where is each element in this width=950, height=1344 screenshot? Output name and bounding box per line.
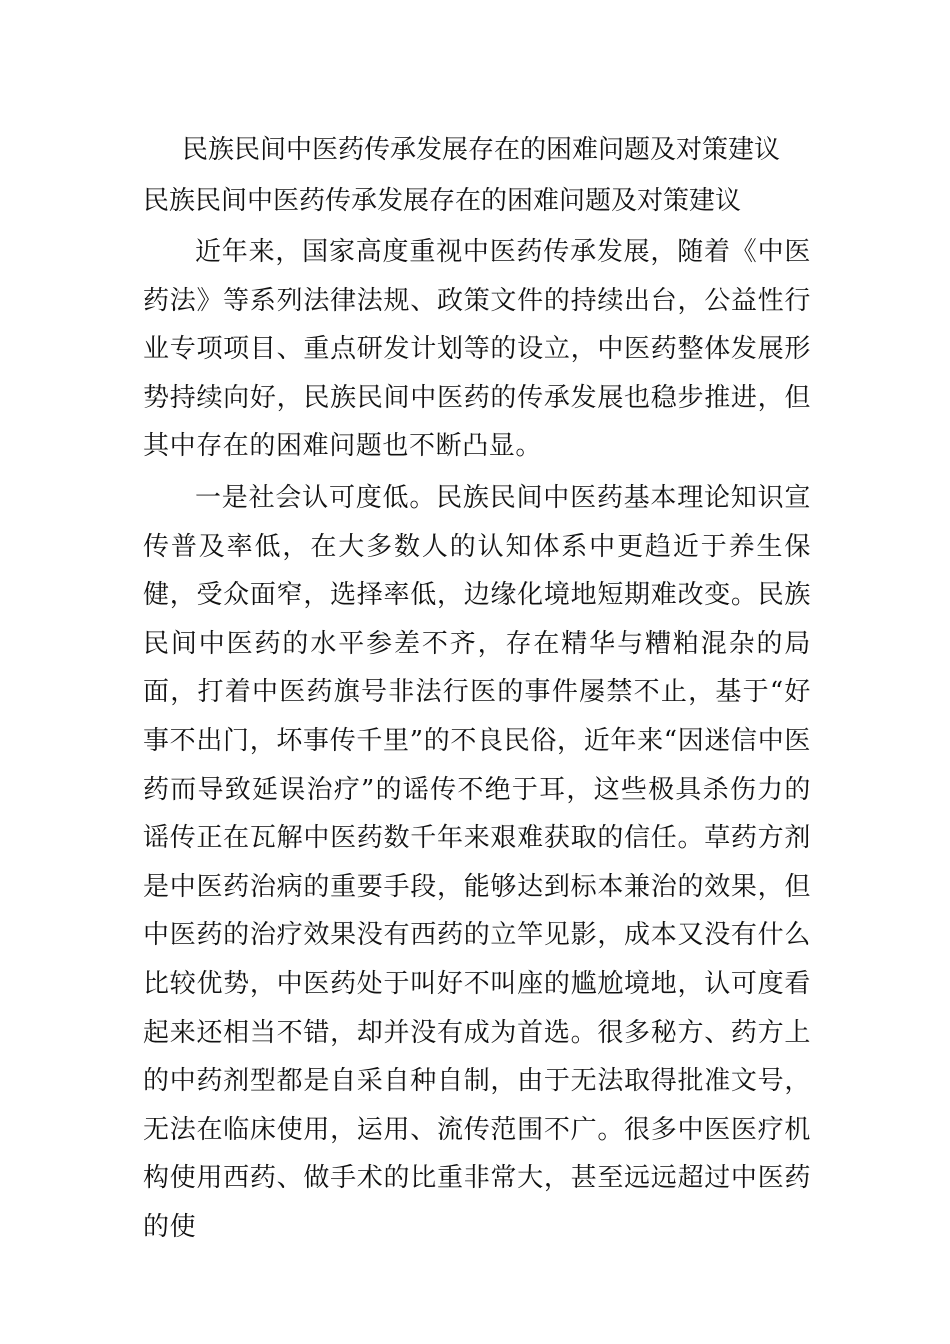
paragraph-point-one: 一是社会认可度低。民族民间中医药基本理论知识宣传普及率低，在大多数人的认知体系中更趋近于养生保健，受众面窄，选择率低，边缘化境地短期难改变。民族民间中医药的水平参差不齐，存在精华与糟粕混杂的局面，打着中医药旗号非法行医的事件屡禁不止，基于“好事不出门，坏事传千里”的不良民俗，近年来“因迷信中医药而导致延误治疗”的谣传不绝于耳，这些极具杀伤力的谣传正在瓦解中医药数千年来艰难获取的信任。草药方剂是中医药治病的重要手段，能够达到标本兼治的效果，但中医药的治疗效果没有西药的立竿见影，成本又没有什么比较优势，中医药处于叫好不叫座的尴尬境地，认可度看起来还相当不错，却并没有成为首选。很多秘方、药方上的中药剂型都是自采自种自制，由于无法取得批准文号，无法在临床使用，运用、流传范围不广。很多中医医疗机构使用西药、做手术的比重非常大，甚至远远超过中医药的使 xyxy=(143,483,811,1242)
paragraph-block-1 xyxy=(143,228,811,471)
document-title-line-2: 民族民间中医药传承发展存在的困难问题及对策建议 xyxy=(143,186,742,216)
document-title-line-1: 民族民间中医药传承发展存在的困难问题及对策建议 xyxy=(182,135,781,165)
paragraph-intro: 近年来，国家高度重视中医药传承发展，随着《中医药法》等系列法律法规、政策文件的持续出台，公益性行业专项项目、重点研发计划等的设立，中医药整体发展形势持续向好，民族民间中医药的传承发展也稳步推进，但其中存在的困难问题也不断凸显。 xyxy=(143,237,811,462)
paragraph-block-2 xyxy=(143,474,811,1252)
